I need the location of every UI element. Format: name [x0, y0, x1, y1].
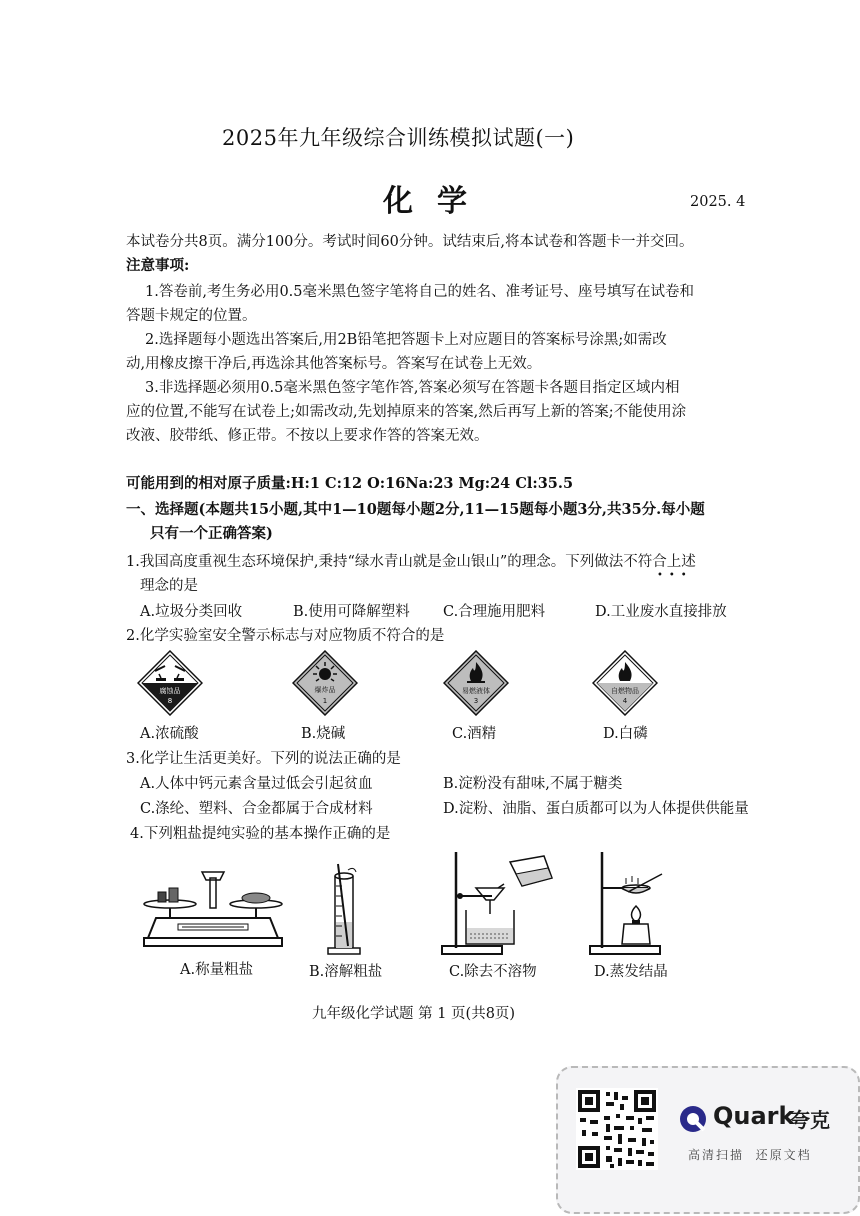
question-2-option-b: B.烧碱	[301, 726, 346, 742]
sign-label: 易燃液体	[462, 687, 490, 695]
question-1-option-d: D.工业废水直接排放	[595, 604, 727, 620]
question-1-option-a: A.垃圾分类回收	[140, 604, 243, 620]
graduated-cylinder-icon	[322, 862, 366, 958]
explosive-sign	[292, 650, 358, 716]
flame-icon	[443, 650, 509, 716]
notice-item-1-line-1: 1.答卷前,考生务必用0.5毫米黑色签字笔将自己的姓名、准考证号、座号填写在试卷和	[145, 284, 695, 300]
quark-logo-icon	[678, 1104, 708, 1134]
notice-item-2-line-2: 动,用橡皮擦干净后,再选涂其他答案标号。答案写在试卷上无效。	[126, 356, 542, 372]
question-4-option-c: C.除去不溶物	[449, 964, 537, 980]
balance-illustration	[138, 858, 288, 958]
notice-item-3-line-3: 改液、胶带纸、修正带。不按以上要求作答的答案无效。	[126, 428, 489, 444]
question-4-stem: 4.下列粗盐提纯实验的基本操作正确的是	[130, 826, 391, 842]
flame-icon	[592, 650, 658, 716]
emphasis-dots: •••	[657, 570, 693, 581]
section-heading-line-1: 一、选择题(本题共15小题,其中1—10题每小题2分,11—15题每小题3分,共35分.每小题	[126, 501, 705, 518]
atomic-masses: 可能用到的相对原子质量:H:1 C:12 O:16Na:23 Mg:24 Cl:35.5	[126, 475, 574, 492]
question-3-option-a: A.人体中钙元素含量过低会引起贫血	[140, 776, 373, 792]
question-1-stem-line-2: 理念的是	[140, 578, 198, 594]
sign-number: 3	[473, 697, 479, 705]
quark-brand-cn: 夸克	[790, 1108, 830, 1132]
sign-label: 爆炸品	[314, 686, 336, 694]
sign-label: 自燃物品	[611, 687, 639, 695]
quark-brand: Quark	[713, 1102, 795, 1130]
notice-item-2-line-1: 2.选择题每小题选出答案后,用2B铅笔把答题卡上对应题目的答案标号涂黑;如需改	[145, 332, 667, 348]
question-3-option-d: D.淀粉、油脂、蛋白质都可以为人体提供供能量	[443, 801, 749, 817]
evaporation-icon	[588, 848, 668, 958]
exam-date: 2025. 4	[690, 194, 746, 210]
explosive-icon	[292, 650, 358, 716]
sign-number: 1	[322, 697, 328, 705]
question-4-option-d: D.蒸发结晶	[594, 964, 668, 980]
question-2-option-d: D.白磷	[603, 726, 648, 742]
filtration-illustration	[440, 848, 564, 958]
notice-heading: 注意事项:	[126, 257, 190, 274]
balance-icon	[138, 858, 288, 958]
sign-number: 4	[622, 697, 628, 705]
question-2-option-a: A.浓硫酸	[140, 726, 199, 742]
question-2-option-c: C.酒精	[452, 726, 497, 742]
notice-item-1-line-2: 答题卡规定的位置。	[126, 308, 257, 324]
quark-tagline: 高清扫描 还原文档	[688, 1148, 812, 1162]
spontaneous-combustion-sign	[592, 650, 658, 716]
emphasis-marks	[657, 552, 705, 582]
exam-title: 2025年九年级综合训练模拟试题(一)	[222, 126, 575, 150]
sign-label: 腐蚀品	[159, 687, 181, 695]
question-1-stem-line-1: 1.我国高度重视生态环境保护,秉持“绿水青山就是金山银山”的理念。下列做法不符合上述	[126, 554, 696, 570]
question-1-option-b: B.使用可降解塑料	[293, 604, 410, 620]
corrosive-icon	[137, 650, 203, 716]
notice-item-3-line-1: 3.非选择题必须用0.5毫米黑色签字笔作答,答案必须写在答题卡各题目指定区域内相	[145, 380, 680, 396]
sign-number: 8	[167, 697, 173, 705]
question-3-option-c: C.涤纶、塑料、合金都属于合成材料	[140, 801, 373, 817]
corrosive-sign	[137, 650, 203, 716]
question-4-option-b: B.溶解粗盐	[309, 964, 383, 980]
subject-title: 化学	[383, 184, 491, 219]
quark-watermark	[556, 1066, 860, 1214]
question-3-stem: 3.化学让生活更美好。下列的说法正确的是	[126, 751, 401, 767]
question-2-stem: 2.化学实验室安全警示标志与对应物质不符合的是	[126, 628, 445, 644]
section-heading-line-2: 只有一个正确答案)	[150, 525, 273, 542]
notice-item-3-line-2: 应的位置,不能写在试卷上;如需改动,先划掉原来的答案,然后再写上新的答案;不能使用涂	[126, 404, 687, 420]
page-footer: 九年级化学试题 第 1 页(共8页)	[312, 1006, 516, 1022]
filtration-icon	[440, 848, 564, 958]
qr-code-icon	[576, 1088, 658, 1170]
flammable-liquid-sign	[443, 650, 509, 716]
question-4-option-a: A.称量粗盐	[180, 962, 254, 978]
evaporation-illustration	[588, 848, 668, 958]
question-3-option-b: B.淀粉没有甜味,不属于糖类	[443, 776, 623, 792]
question-1-option-c: C.合理施用肥料	[443, 604, 546, 620]
cylinder-illustration	[322, 862, 366, 958]
intro-line: 本试卷分共8页。满分100分。考试时间60分钟。试结束后,将本试卷和答题卡一并交回。	[126, 234, 694, 250]
